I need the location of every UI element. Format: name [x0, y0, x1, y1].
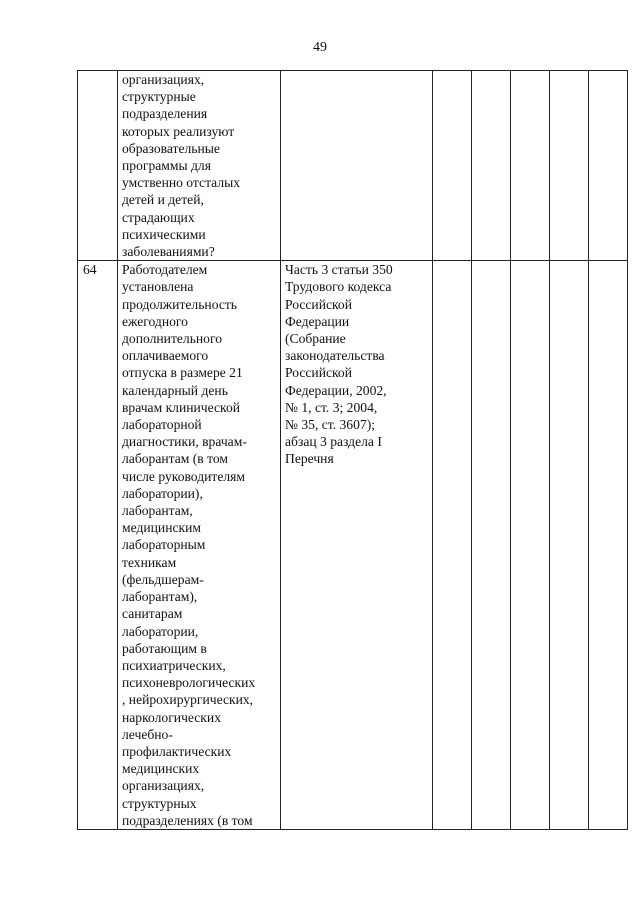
text-line: детей и детей, [122, 192, 204, 208]
text-line: Часть 3 статьи 350 [285, 262, 393, 278]
text-line: образовательные [122, 140, 220, 156]
text-line: лаборатории), [122, 485, 203, 501]
text-line: подразделения [122, 106, 208, 122]
text-line: № 1, ст. 3; 2004, [285, 399, 378, 415]
notes-cell [589, 71, 628, 261]
legal-reference-cell [281, 71, 433, 261]
table-row [78, 261, 628, 830]
text-line: техникам [122, 554, 177, 570]
text-line: Российской [285, 296, 352, 312]
text-line: умственно отсталых [122, 175, 241, 191]
text-line: лечебно- [122, 726, 173, 742]
text-line: программы для [122, 158, 211, 174]
text-line: психоневрологических [122, 675, 256, 691]
text-line: абзац 3 раздела I [285, 434, 382, 450]
checklist-table [77, 70, 628, 830]
text-line: Трудового кодекса [285, 279, 392, 295]
answer-cell-extra [550, 261, 589, 830]
text-line: (фельдшерам- [122, 571, 204, 587]
text-line: лабораторной [122, 417, 202, 433]
text-line: медицинских [122, 761, 200, 777]
text-line: лаборантам, [122, 503, 193, 519]
text-line: оплачиваемого [122, 348, 209, 364]
text-line: структурные [122, 89, 196, 105]
row-number-cell [78, 71, 118, 261]
text-line: страдающих [122, 209, 195, 225]
answer-cell-no [472, 261, 511, 830]
text-line: которых реализуют [122, 123, 235, 139]
text-line: подразделениях (в том [122, 812, 253, 828]
text-line: Перечня [285, 451, 334, 467]
text-line: числе руководителям [122, 468, 246, 484]
text-line: лаборантам (в том [122, 451, 229, 467]
text-line: врачам клинической [122, 399, 241, 415]
text-line: дополнительного [122, 331, 223, 347]
table-row [78, 71, 628, 261]
answer-cell-na [511, 71, 550, 261]
requirement-cell [118, 71, 281, 261]
text-line: Российской [285, 365, 352, 381]
text-line: законодательства [285, 348, 385, 364]
text-line: продолжительность [122, 296, 238, 312]
text-line: структурных [122, 795, 197, 811]
answer-cell-extra [550, 71, 589, 261]
notes-cell [589, 261, 628, 830]
text-line: психическими [122, 226, 206, 242]
text-line: наркологических [122, 709, 221, 725]
requirement-cell [118, 261, 281, 830]
text-line: (Собрание [285, 331, 346, 347]
text-line: лабораторным [122, 537, 206, 553]
text-line: организациях, [122, 72, 205, 87]
answer-cell-na [511, 261, 550, 830]
text-line: № 35, ст. 3607); [285, 417, 375, 433]
text-line: медицинским [122, 520, 201, 536]
text-line: психиатрических, [122, 657, 226, 673]
legal-reference-cell [281, 261, 433, 830]
answer-cell-yes [433, 71, 472, 261]
answer-cell-yes [433, 261, 472, 830]
text-line: ежегодного [122, 313, 188, 329]
text-line: профилактических [122, 743, 232, 759]
text-line: заболеваниями? [122, 244, 215, 260]
text-line: календарный день [122, 382, 228, 398]
text-line: работающим в [122, 640, 207, 656]
text-line: Федерации [285, 313, 350, 329]
text-line: санитарам [122, 606, 183, 622]
page-number: 49 [313, 40, 327, 55]
answer-cell-no [472, 71, 511, 261]
text-line: отпуска в размере 21 [122, 365, 243, 381]
text-line: лаборатории, [122, 623, 199, 639]
text-line: организациях, [122, 778, 205, 794]
text-line: Федерации, 2002, [285, 382, 387, 398]
text-line: Работодателем [122, 262, 208, 278]
text-line: лаборантам), [122, 589, 198, 605]
row-number-cell: 64 [78, 261, 118, 830]
text-line: установлена [122, 279, 194, 295]
text-line: , нейрохирургических, [122, 692, 254, 708]
text-line: диагностики, врачам- [122, 434, 247, 450]
